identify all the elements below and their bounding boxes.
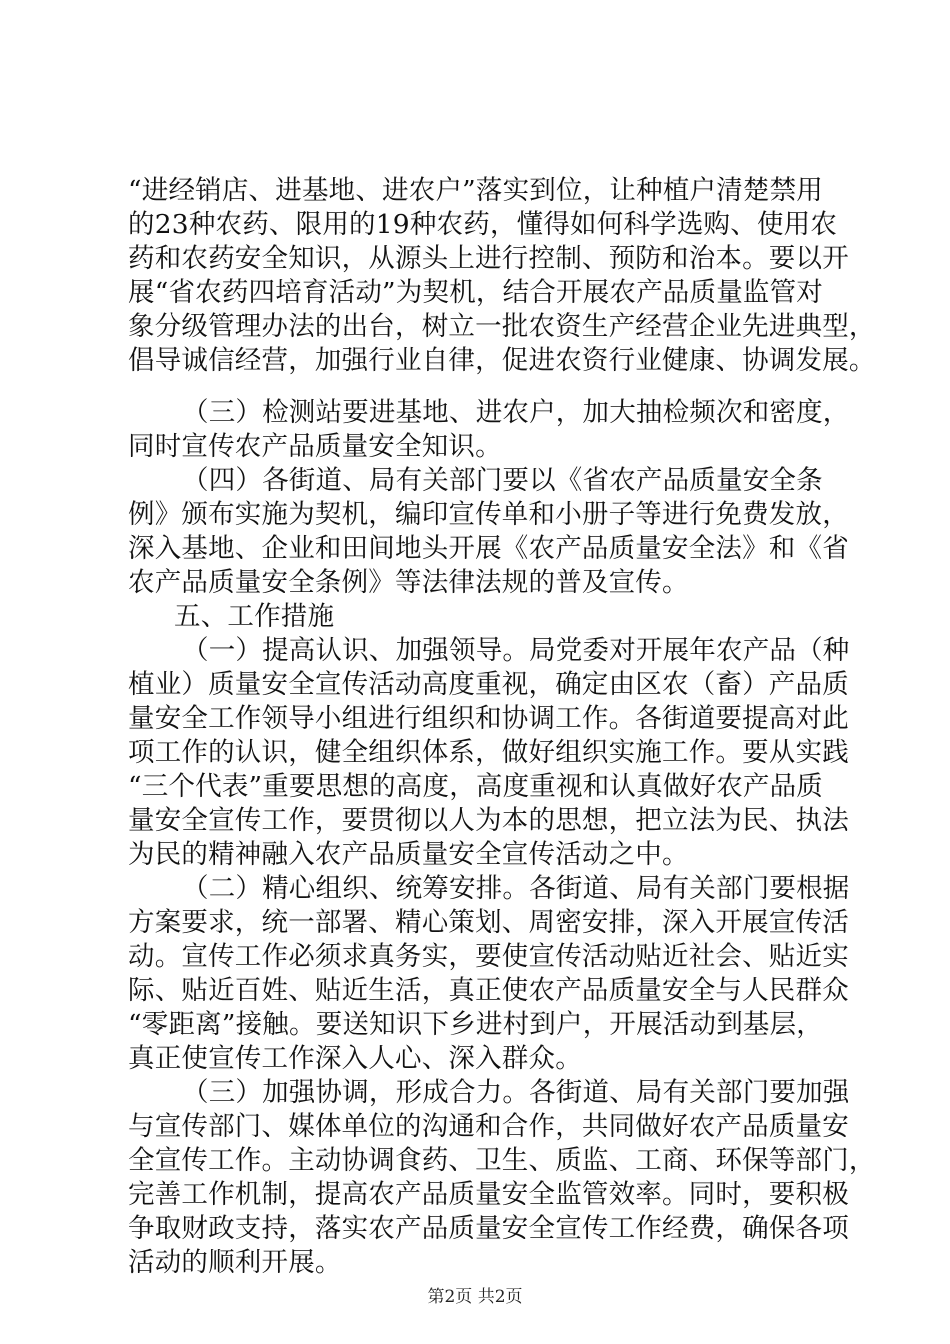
- body-line: 深入基地、企业和田间地头开展《农产品质量安全法》和《省: [128, 533, 849, 564]
- body-line: “三个代表”重要思想的高度，高度重视和认真做好农产品质: [128, 771, 823, 802]
- body-line: （三）检测站要进基地、进农户，加大抽检频次和密度，: [182, 397, 850, 428]
- body-line: 例》颁布实施为契机，编印宣传单和小册子等进行免费发放，: [128, 499, 849, 530]
- body-line: 的23种农药、限用的19种农药，懂得如何科学选购、使用农: [128, 209, 838, 240]
- body-line: “进经销店、进基地、进农户”落实到位，让种植户清楚禁用: [128, 175, 823, 206]
- body-line: 展“省农药四培育活动”为契机，结合开展农产品质量监管对: [128, 277, 823, 308]
- body-line: 完善工作机制，提高农产品质量安全监管效率。同时，要积极: [128, 1179, 849, 1210]
- body-line: 量安全工作领导小组进行组织和协调工作。各街道要提高对此: [128, 703, 849, 734]
- body-line: （一）提高认识、加强领导。局党委对开展年农产品（种: [182, 635, 850, 666]
- body-line: 活动的顺利开展。: [128, 1247, 342, 1278]
- body-line: 植业）质量安全宣传活动高度重视，确定由区农（畜）产品质: [128, 669, 849, 700]
- body-line: 象分级管理办法的出台，树立一批农资生产经营企业先进典型，: [128, 311, 876, 342]
- body-line: 真正使宣传工作深入人心、深入群众。: [128, 1043, 582, 1074]
- body-line: （三）加强协调，形成合力。各街道、局有关部门要加强: [182, 1077, 850, 1108]
- body-line: “零距离”接触。要送知识下乡进村到户，开展活动到基层，: [128, 1009, 823, 1040]
- body-line: 同时宣传农产品质量安全知识。: [128, 431, 502, 462]
- body-line: 倡导诚信经营，加强行业自律，促进农资行业健康、协调发展。: [128, 345, 876, 376]
- body-line: 药和农药安全知识，从源头上进行控制、预防和治本。要以开: [128, 243, 849, 274]
- body-line: （四）各街道、局有关部门要以《省农产品质量安全条: [182, 465, 823, 496]
- section-heading: 五、工作措施: [174, 601, 335, 632]
- body-line: 量安全宣传工作，要贯彻以人为本的思想，把立法为民、执法: [128, 805, 849, 836]
- page-number-footer: 第2页 共2页: [427, 1287, 523, 1307]
- body-line: 农产品质量安全条例》等法律法规的普及宣传。: [128, 567, 689, 598]
- body-line: 际、贴近百姓、贴近生活，真正使农产品质量安全与人民群众: [128, 975, 849, 1006]
- body-line: （二）精心组织、统筹安排。各街道、局有关部门要根据: [182, 873, 850, 904]
- body-line: 为民的精神融入农产品质量安全宣传活动之中。: [128, 839, 689, 870]
- body-line: 动。宣传工作必须求真务实，要使宣传活动贴近社会、贴近实: [128, 941, 849, 972]
- body-line: 争取财政支持，落实农产品质量安全宣传工作经费，确保各项: [128, 1213, 849, 1244]
- body-line: 全宣传工作。主动协调食药、卫生、质监、工商、环保等部门，: [128, 1145, 876, 1176]
- body-line: 与宣传部门、媒体单位的沟通和合作，共同做好农产品质量安: [128, 1111, 849, 1142]
- body-line: 项工作的认识，健全组织体系，做好组织实施工作。要从实践: [128, 737, 849, 768]
- body-line: 方案要求，统一部署、精心策划、周密安排，深入开展宣传活: [128, 907, 849, 938]
